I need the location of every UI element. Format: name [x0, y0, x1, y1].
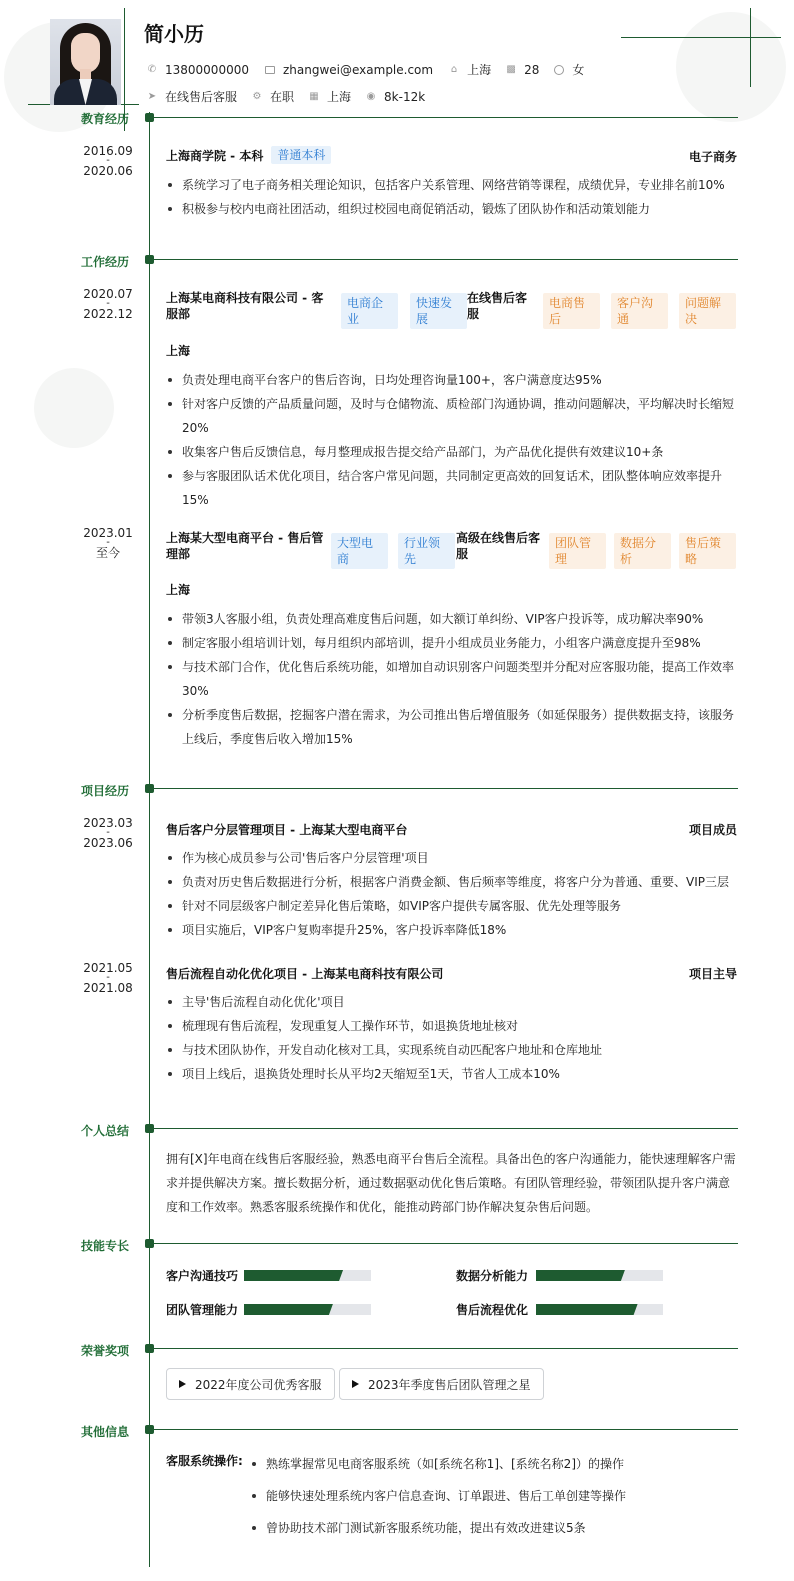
work-bullets	[166, 607, 736, 751]
date-start: 2020.07	[83, 287, 133, 301]
work-date	[68, 287, 148, 321]
list-item: 曾协助技术部门测试新客服系统功能，提出有效改进建议5条	[250, 1512, 730, 1544]
phone-value: 13800000000	[165, 62, 249, 77]
section-rule	[150, 259, 738, 260]
section-title-education: 教育经历	[80, 112, 129, 126]
list-item: 负责处理电商平台客户的售后咨询，日均处理咨询量100+，客户满意度达95%	[166, 368, 736, 392]
work-date	[68, 526, 148, 560]
expected-city-value: 上海	[327, 90, 352, 104]
location-value: 上海	[467, 63, 492, 77]
list-item: 收集客户售后反馈信息，每月整理成报告提交给产品部门，为产品优化提供有效建议10+条	[166, 440, 736, 464]
honor-badge	[339, 1368, 544, 1400]
list-item: 针对客户反馈的产品质量问题，及时与仓储物流、质检部门沟通协调，推动问题解决，平均解决时长缩短20%	[166, 392, 736, 440]
date-start: 2023.03	[83, 816, 133, 830]
project-bullets	[166, 990, 736, 1086]
date-end: 2020.06	[83, 164, 133, 178]
date-end: 2022.12	[83, 307, 133, 321]
skill-bar	[244, 1270, 371, 1281]
gender-item	[553, 61, 584, 78]
company-tag: 大型电商	[331, 533, 388, 569]
section-rule	[150, 788, 738, 789]
play-icon	[179, 1380, 186, 1388]
play-icon	[352, 1380, 359, 1388]
position-tag: 电商售后	[543, 293, 600, 329]
phone-item	[146, 63, 249, 77]
degree-tag: 普通本科	[271, 146, 331, 164]
list-item: 针对不同层级客户制定差异化售后策略，如VIP客户提供专属客服、优先处理等服务	[166, 894, 736, 918]
section-title-skills: 技能专长	[80, 1239, 129, 1253]
skill-item	[166, 1301, 371, 1318]
list-item: 项目实施后，VIP客户复购率提升25%，客户投诉率降低18%	[166, 918, 736, 942]
location-item	[448, 61, 491, 78]
job-target-item	[146, 88, 237, 105]
project-date	[68, 961, 148, 995]
position-tag: 团队管理	[549, 533, 606, 569]
date-separator: -	[106, 827, 110, 838]
skill-fill	[536, 1304, 638, 1315]
list-item: 梳理现有售后流程，发现重复人工操作环节，如退换货地址核对	[166, 1014, 736, 1038]
deco-circle-top-right	[676, 12, 786, 122]
work-bullets	[166, 368, 736, 512]
salary-value: 8k-12k	[384, 89, 426, 104]
profile-photo	[50, 19, 121, 105]
deco-line-horizontal-right	[621, 37, 781, 38]
date-separator: -	[106, 155, 110, 166]
skill-item	[456, 1267, 663, 1284]
date-start: 2021.05	[83, 961, 133, 975]
honor-badge	[166, 1368, 335, 1400]
section-rule	[150, 1128, 738, 1129]
skill-name: 团队管理能力	[166, 1303, 239, 1317]
skill-name: 客户沟通技巧	[166, 1269, 239, 1283]
date-separator: -	[106, 972, 110, 983]
company-tag: 电商企业	[341, 293, 398, 329]
project-title: 售后流程自动化优化项目 - 上海某电商科技有限公司	[166, 967, 444, 981]
position-name: 在线售后客服	[467, 291, 528, 321]
intention-row	[146, 88, 439, 105]
cake-icon: ▩	[506, 64, 516, 75]
building-icon: ▦	[309, 91, 319, 102]
list-item: 积极参与校内电商社团活动，组织过校园电商促销活动，锻炼了团队协作和活动策划能力	[166, 197, 736, 221]
education-head	[166, 146, 737, 164]
company-tag: 行业领先	[398, 533, 455, 569]
education-date	[68, 144, 148, 178]
list-item: 系统学习了电子商务相关理论知识，包括客户关系管理、网络营销等课程，成绩优异，专业排名前10%	[166, 173, 736, 197]
other-label: 客服系统操作:	[166, 1454, 243, 1468]
project-title: 售后客户分层管理项目 - 上海某大型电商平台	[166, 823, 408, 837]
email-item	[264, 63, 433, 77]
list-item: 带领3人客服小组，负责处理高难度售后问题，如大额订单纠纷、VIP客户投诉等，成功解决率90%	[166, 607, 736, 631]
skill-item	[456, 1301, 663, 1318]
age-value: 28	[524, 62, 540, 77]
age-item	[505, 63, 539, 77]
date-end: 2023.06	[83, 836, 133, 850]
position-tag: 售后策略	[679, 533, 736, 569]
coin-icon: ◉	[366, 91, 376, 102]
job-target-value: 在线售后客服	[165, 90, 238, 104]
expected-city-item	[308, 88, 351, 105]
position-tag: 客户沟通	[611, 293, 668, 329]
list-item: 与技术团队协作，开发自动化核对工具，实现系统自动匹配客户地址和仓库地址	[166, 1038, 736, 1062]
date-end: 至今	[95, 546, 120, 560]
skill-name: 数据分析能力	[456, 1269, 529, 1283]
candidate-name: 简小历	[144, 22, 204, 46]
list-item: 项目上线后，退换货处理时长从平均2天缩短至1天，节省人工成本10%	[166, 1062, 736, 1086]
work-city: 上海	[166, 583, 191, 597]
mail-icon	[264, 64, 276, 76]
section-title-other: 其他信息	[80, 1425, 129, 1439]
company-name: 上海某电商科技有限公司 - 客服部	[166, 291, 324, 321]
project-date	[68, 816, 148, 850]
section-title-honors: 荣誉奖项	[80, 1344, 129, 1358]
honor-label: 2022年度公司优秀客服	[195, 1377, 322, 1392]
list-item: 制定客服小组培训计划，每月组织内部培训，提升小组成员业务能力，小组客户满意度提升至98%	[166, 631, 736, 655]
gender-value: 女	[572, 63, 585, 77]
position-tag: 数据分析	[614, 533, 671, 569]
work-city: 上海	[166, 344, 191, 358]
major: 电子商务	[688, 150, 737, 164]
date-separator: -	[106, 537, 110, 548]
gear-icon: ⚙	[252, 91, 262, 102]
project-bullets	[166, 846, 736, 942]
honor-label: 2023年季度售后团队管理之星	[368, 1377, 531, 1392]
skill-name: 售后流程优化	[456, 1303, 529, 1317]
section-title-project: 项目经历	[80, 784, 129, 798]
skill-item	[166, 1267, 371, 1284]
skill-bar	[536, 1270, 663, 1281]
summary-text: 拥有[X]年电商在线售后客服经验，熟悉电商平台售后全流程。具备出色的客户沟通能力，能快速理解客户需求并提供解决方案。擅长数据分析，通过数据驱动优化售后策略。有团队管理经验，带领团队提升客户满意度和工作效率。熟悉客服系统操作和优化，能推动跨部门协作解决复杂售后问题。	[166, 1152, 736, 1214]
section-rule	[150, 1429, 738, 1430]
send-icon: ➤	[147, 91, 157, 102]
gender-icon	[553, 64, 565, 76]
phone-icon: ✆	[147, 64, 157, 75]
job-status-item	[251, 88, 294, 105]
position-tag: 问题解决	[679, 293, 736, 329]
skill-fill	[536, 1270, 625, 1281]
date-end: 2021.08	[83, 981, 133, 995]
education-bullets	[166, 173, 736, 221]
section-rule	[150, 1243, 738, 1244]
section-title-work: 工作经历	[80, 255, 129, 269]
project-role: 项目成员	[688, 823, 737, 837]
position-name: 高级在线售后客服	[456, 531, 541, 561]
section-rule	[150, 117, 738, 118]
list-item: 分析季度售后数据，挖掘客户潜在需求，为公司推出售后增值服务（如延保服务）提供数据支持，该服务上线后，季度售后收入增加15%	[166, 703, 736, 751]
date-separator: -	[106, 298, 110, 309]
list-item: 熟练掌握常见电商客服系统（如[系统名称1]、[系统名称2]）的操作	[250, 1448, 730, 1480]
deco-circle-left	[34, 368, 114, 448]
home-icon: ⌂	[450, 64, 458, 75]
list-item: 参与客服团队话术优化项目，结合客户常见问题，共同制定更高效的回复话术，团队整体响应效率提升15%	[166, 464, 736, 512]
job-status-value: 在职	[270, 90, 295, 104]
skill-fill	[244, 1270, 343, 1281]
skill-fill	[244, 1304, 333, 1315]
company-tag: 快速发展	[410, 293, 467, 329]
company-name: 上海某大型电商平台 - 售后管理部	[166, 531, 324, 561]
skill-bar	[536, 1304, 663, 1315]
list-item: 作为核心成员参与公司'售后客户分层管理'项目	[166, 846, 736, 870]
other-bullets	[250, 1448, 730, 1544]
section-rule	[150, 1348, 738, 1349]
deco-line-vertical-right	[750, 8, 751, 87]
list-item: 主导'售后流程自动化优化'项目	[166, 990, 736, 1014]
salary-item	[365, 90, 425, 104]
list-item: 能够快速处理系统内客户信息查询、订单跟进、售后工单创建等操作	[250, 1480, 730, 1512]
skill-bar	[244, 1304, 371, 1315]
section-title-summary: 个人总结	[80, 1124, 129, 1138]
date-start: 2023.01	[83, 526, 133, 540]
school-degree: 上海商学院 - 本科	[166, 148, 264, 163]
list-item: 与技术部门合作，优化售后系统功能，如增加自动识别客户问题类型并分配对应客服功能，提高工作效率30%	[166, 655, 736, 703]
list-item: 负责对历史售后数据进行分析，根据客户消费金额、售后频率等维度，将客户分为普通、重要、VIP三层	[166, 870, 736, 894]
email-value: zhangwei@example.com	[282, 62, 434, 77]
date-start: 2016.09	[83, 144, 133, 158]
project-role: 项目主导	[688, 967, 737, 981]
contact-row	[146, 61, 598, 78]
